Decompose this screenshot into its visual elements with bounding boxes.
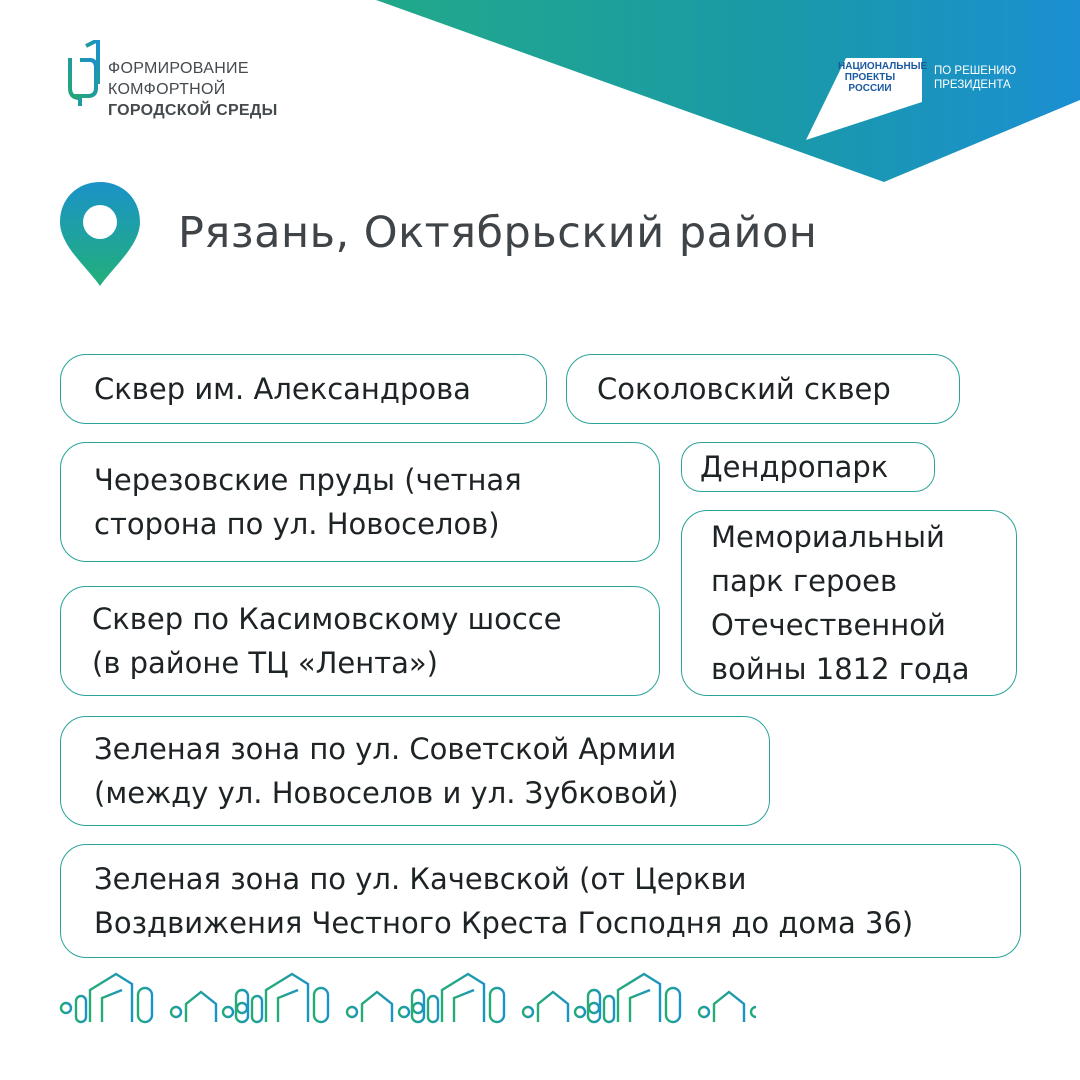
place-card-line: Зеленая зона по ул. Советской Армии: [94, 732, 677, 766]
place-card: [681, 442, 935, 492]
place-card-line: Мемориальный: [711, 520, 945, 554]
place-card-line: Зеленая зона по ул. Качевской (от Церкви: [94, 862, 747, 896]
place-card-line: Дендропарк: [700, 450, 889, 484]
place-card: [681, 510, 1017, 696]
national-projects-label: [838, 61, 928, 94]
place-card-line: (между ул. Новоселов и ул. Зубковой): [94, 776, 679, 810]
place-card: [60, 354, 547, 424]
place-card-line: Воздвижения Честного Креста Господня до дома 36): [94, 906, 914, 940]
place-card: [60, 586, 660, 696]
place-card: [60, 844, 1021, 958]
place-card-line: Черезовские пруды (четная: [94, 463, 522, 497]
place-card-line: (в районе ТЦ «Лента»): [92, 646, 438, 680]
president-line-2: ПРЕЗИДЕНТА: [934, 79, 1011, 91]
page-title: Рязань, Октябрьский район: [178, 208, 818, 258]
np-line-3: РОССИИ: [848, 83, 892, 94]
place-card-line: Сквер им. Александрова: [94, 372, 471, 406]
place-card-line: войны 1812 года: [711, 652, 970, 686]
location-pin-icon: [58, 180, 142, 288]
program-line-1: ФОРМИРОВАНИЕ: [108, 60, 249, 77]
program-line-2: КОМФОРТНОЙ: [108, 81, 226, 98]
city-skyline-decoration: [56, 966, 756, 1028]
program-line-3: ГОРОДСКОЙ СРЕДЫ: [108, 102, 278, 119]
place-card-line: Соколовский сквер: [597, 372, 891, 406]
place-card: [566, 354, 960, 424]
place-card-line: Сквер по Касимовскому шоссе: [92, 602, 562, 636]
president-label: [934, 64, 1016, 92]
president-line-1: ПО РЕШЕНИЮ: [934, 65, 1017, 77]
place-card-line: парк героев: [711, 564, 898, 598]
place-card: [60, 442, 660, 562]
place-card-line: Отечественной: [711, 608, 946, 642]
np-line-2: ПРОЕКТЫ: [844, 72, 896, 83]
np-line-1: НАЦИОНАЛЬНЫЕ: [838, 61, 928, 72]
program-name: [108, 58, 278, 121]
place-card: [60, 716, 770, 826]
place-card-line: сторона по ул. Новоселов): [94, 507, 500, 541]
